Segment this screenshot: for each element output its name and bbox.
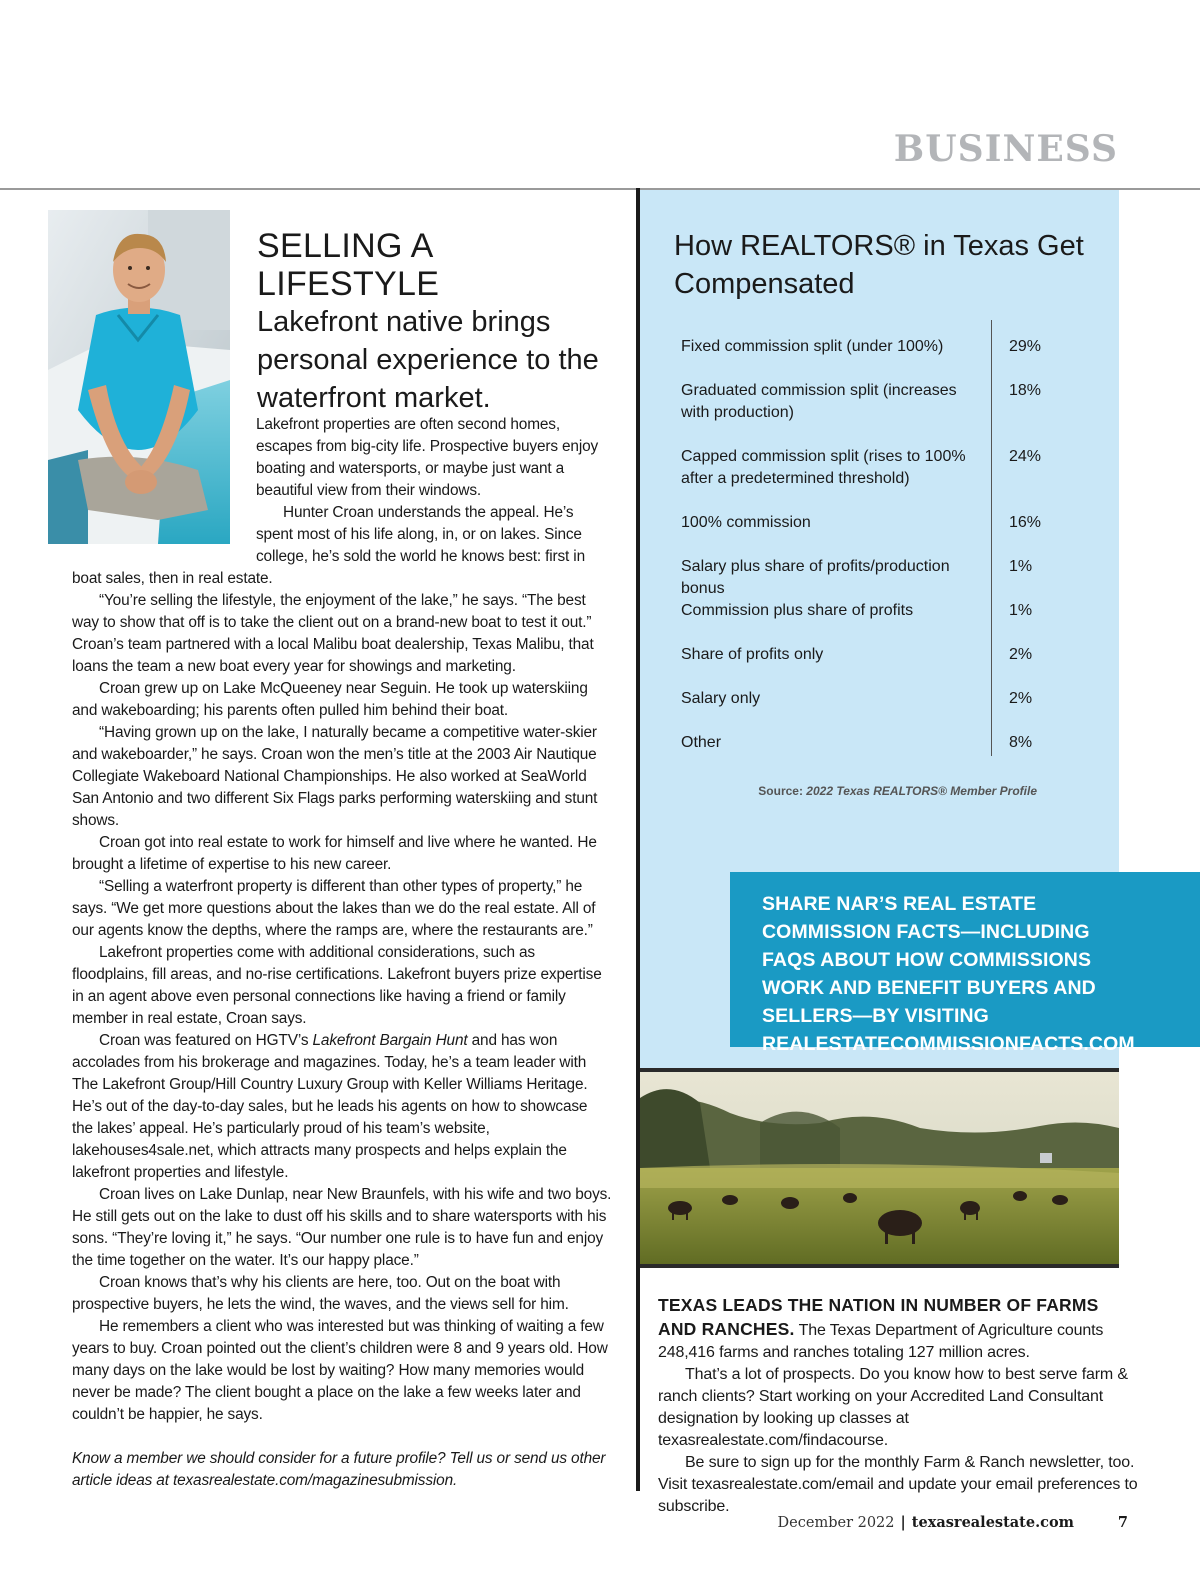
- body-paragraph: boat sales, then in real estate.: [72, 570, 273, 587]
- body-paragraph: He remembers a client who was interested but was thinking of waiting a few years to buy. Croan pointed out the client’s children were 8 and 9 years old. How many days on the lake would be lost by waiting? How many memories would never be made? The client bought a place on the lake a few weeks later and couldn’t be happier, he says.: [72, 1318, 608, 1423]
- body-paragraph: “You’re selling the lifestyle, the enjoyment of the lake,” he says. “The best way to show that off is to take the client out on a brand-new boat to test it out.” Croan’s team partnered with a local Malibu boat dealership, Texas Malibu, that loans the team a new boat every year for showings and marketing.: [72, 592, 594, 675]
- row-value: 24%: [1009, 448, 1042, 465]
- article-headline-block: [257, 227, 617, 417]
- row-value: 1%: [1009, 558, 1033, 575]
- farm-lead-paragraph: [658, 1294, 1138, 1364]
- row-value: 2%: [1009, 646, 1033, 663]
- source-prefix: Source:: [758, 784, 807, 798]
- row-value: 18%: [1009, 382, 1042, 399]
- body-paragraph: Croan knows that’s why his clients are here, too. Out on the boat with prospective buyers, he lets the wind, the waves, and the views sell for him.: [72, 1274, 569, 1313]
- row-label: Graduated commission split (increases with production): [681, 382, 957, 421]
- body-paragraph: Croan lives on Lake Dunlap, near New Braunfels, with his wife and two boys. He still gets out on the lake to dust off his skills and to share watersports with his sons. “They’re loving it,” he says. “Our number one rule is to have fun and enjoy the time together on the water. It’s our happy place.”: [72, 1186, 612, 1269]
- page-number: 7: [1117, 1514, 1128, 1531]
- source-title: 2022 Texas REALTORS® Member Profile: [806, 784, 1037, 798]
- row-value: 29%: [1009, 338, 1042, 355]
- row-label: Salary plus share of profits/production bonus: [681, 558, 950, 597]
- intro-paragraph: Lakefront properties are often second homes, escapes from big-city life. Prospective buyers enjoy boating and watersports, or maybe just want a beautiful view from their windows.: [256, 416, 599, 499]
- row-value: 8%: [1009, 734, 1033, 751]
- body-paragraph: “Having grown up on the lake, I naturally became a competitive water-skier and wakeboarder,” he says. Croan won the men’s title at the 2003 Air Nautique Collegiate Wakeboard National Championships. He also worked at SeaWorld San Antonio and two different Six Flags parks performing waterskiing and stunt shows.: [72, 724, 598, 829]
- farm-paragraph: Be sure to sign up for the monthly Farm & Ranch newsletter, too. Visit texasrealestate.com/email and update your email preferences to subscribe.: [658, 1454, 1138, 1515]
- body-paragraph: “Selling a waterfront property is different than other types of property,” he says. “We get more questions about the lakes than we do the real estate. All of our agents know the depths, where the ramps are, where the restaurants are.”: [72, 878, 596, 939]
- article-subhead: Lakefront native brings personal experience to the waterfront market.: [257, 306, 599, 414]
- row-value: 2%: [1009, 690, 1033, 707]
- farm-lead: The Texas Department of Agriculture counts 248,416 farms and ranches totaling 127 million acres.: [658, 1322, 1104, 1361]
- farm-photo: [640, 1068, 1119, 1268]
- closing-note: Know a member we should consider for a future profile? Tell us or send us other article ideas at texasrealestate.com/magazinesubmission.: [72, 1450, 606, 1489]
- sidebar-title: How REALTORS® in Texas Get Compensated: [674, 230, 1084, 300]
- row-label: Fixed commission split (under 100%): [681, 338, 944, 355]
- row-label: Other: [681, 734, 722, 751]
- page-footer: [778, 1514, 1074, 1531]
- row-value: 1%: [1009, 602, 1033, 619]
- row-label: 100% commission: [681, 514, 811, 531]
- farm-article: [658, 1294, 1138, 1518]
- commission-facts-callout: [730, 872, 1200, 1055]
- table-source: [640, 784, 1037, 798]
- footer-date: December 2022: [777, 1515, 895, 1531]
- article-intro: [256, 414, 606, 568]
- footer-site: texasrealestate.com: [911, 1514, 1074, 1531]
- section-label: BUSINESS: [893, 128, 1118, 170]
- row-label: Salary only: [681, 690, 761, 707]
- callout-text: SHARE NAR’S REAL ESTATE COMMISSION FACTS—INCLUDING FAQS ABOUT HOW COMMISSIONS WORK AND BENEFIT BUYERS AND SELLERS—BY VISITING REALESTATECOMMISSIONFACTS.COM.: [762, 893, 1141, 1055]
- body-paragraph-hgtv: [72, 1030, 612, 1184]
- article-headline: SELLING A LIFESTYLE: [257, 227, 440, 303]
- intro-paragraph: Hunter Croan understands the appeal. He’s spent most of his life along, in, or on lakes. Since college, he’s sold the world he knows best: first in: [256, 504, 585, 565]
- portrait-photo: [48, 210, 230, 544]
- body-paragraph: Croan grew up on Lake McQueeney near Seguin. He took up waterskiing and wakeboarding; his parents often pulled him behind their boat.: [72, 680, 588, 719]
- row-label: Share of profits only: [681, 646, 824, 663]
- article-body: [72, 568, 612, 1426]
- row-label: Commission plus share of profits: [681, 602, 914, 619]
- hgtv-text-before: Croan was featured on HGTV’s: [99, 1032, 313, 1049]
- farm-paragraph: That’s a lot of prospects. Do you know how to best serve farm & ranch clients? Start working on your Accredited Land Consultant designation by looking up classes at texasrealestate.com/findacourse.: [658, 1366, 1128, 1449]
- hgtv-text-after: and has won accolades from his brokerage and magazines. Today, he’s a team leader with The Lakefront Group/Hill Country Luxury Group with Keller Williams Heritage. He’s out of the day-to-day sales, but he leads his agents on how to showcase the lakes’ appeal. He’s particularly proud of his team’s website, lakehouses4sale.net, which attracts many prospects and helps explain the lakefront properties and lifestyle.: [72, 1032, 588, 1181]
- row-label: Capped commission split (rises to 100% after a predetermined threshold): [681, 448, 966, 487]
- body-paragraph: Lakefront properties come with additional considerations, such as floodplains, fill areas, and no-rise certifications. Lakefront buyers prize expertise in an agent above even personal connections like having a friend or family member in real estate, Croan says.: [72, 944, 602, 1027]
- body-paragraph: Croan got into real estate to work for himself and live where he wanted. He brought a lifetime of expertise to his new career.: [72, 834, 597, 873]
- table-divider: [991, 320, 992, 756]
- farm-headline: TEXAS LEADS THE NATION IN NUMBER OF FARMS AND RANCHES.: [658, 1295, 1099, 1339]
- row-value: 16%: [1009, 514, 1042, 531]
- show-title: Lakefront Bargain Hunt: [312, 1032, 468, 1049]
- footer-divider: |: [900, 1514, 906, 1531]
